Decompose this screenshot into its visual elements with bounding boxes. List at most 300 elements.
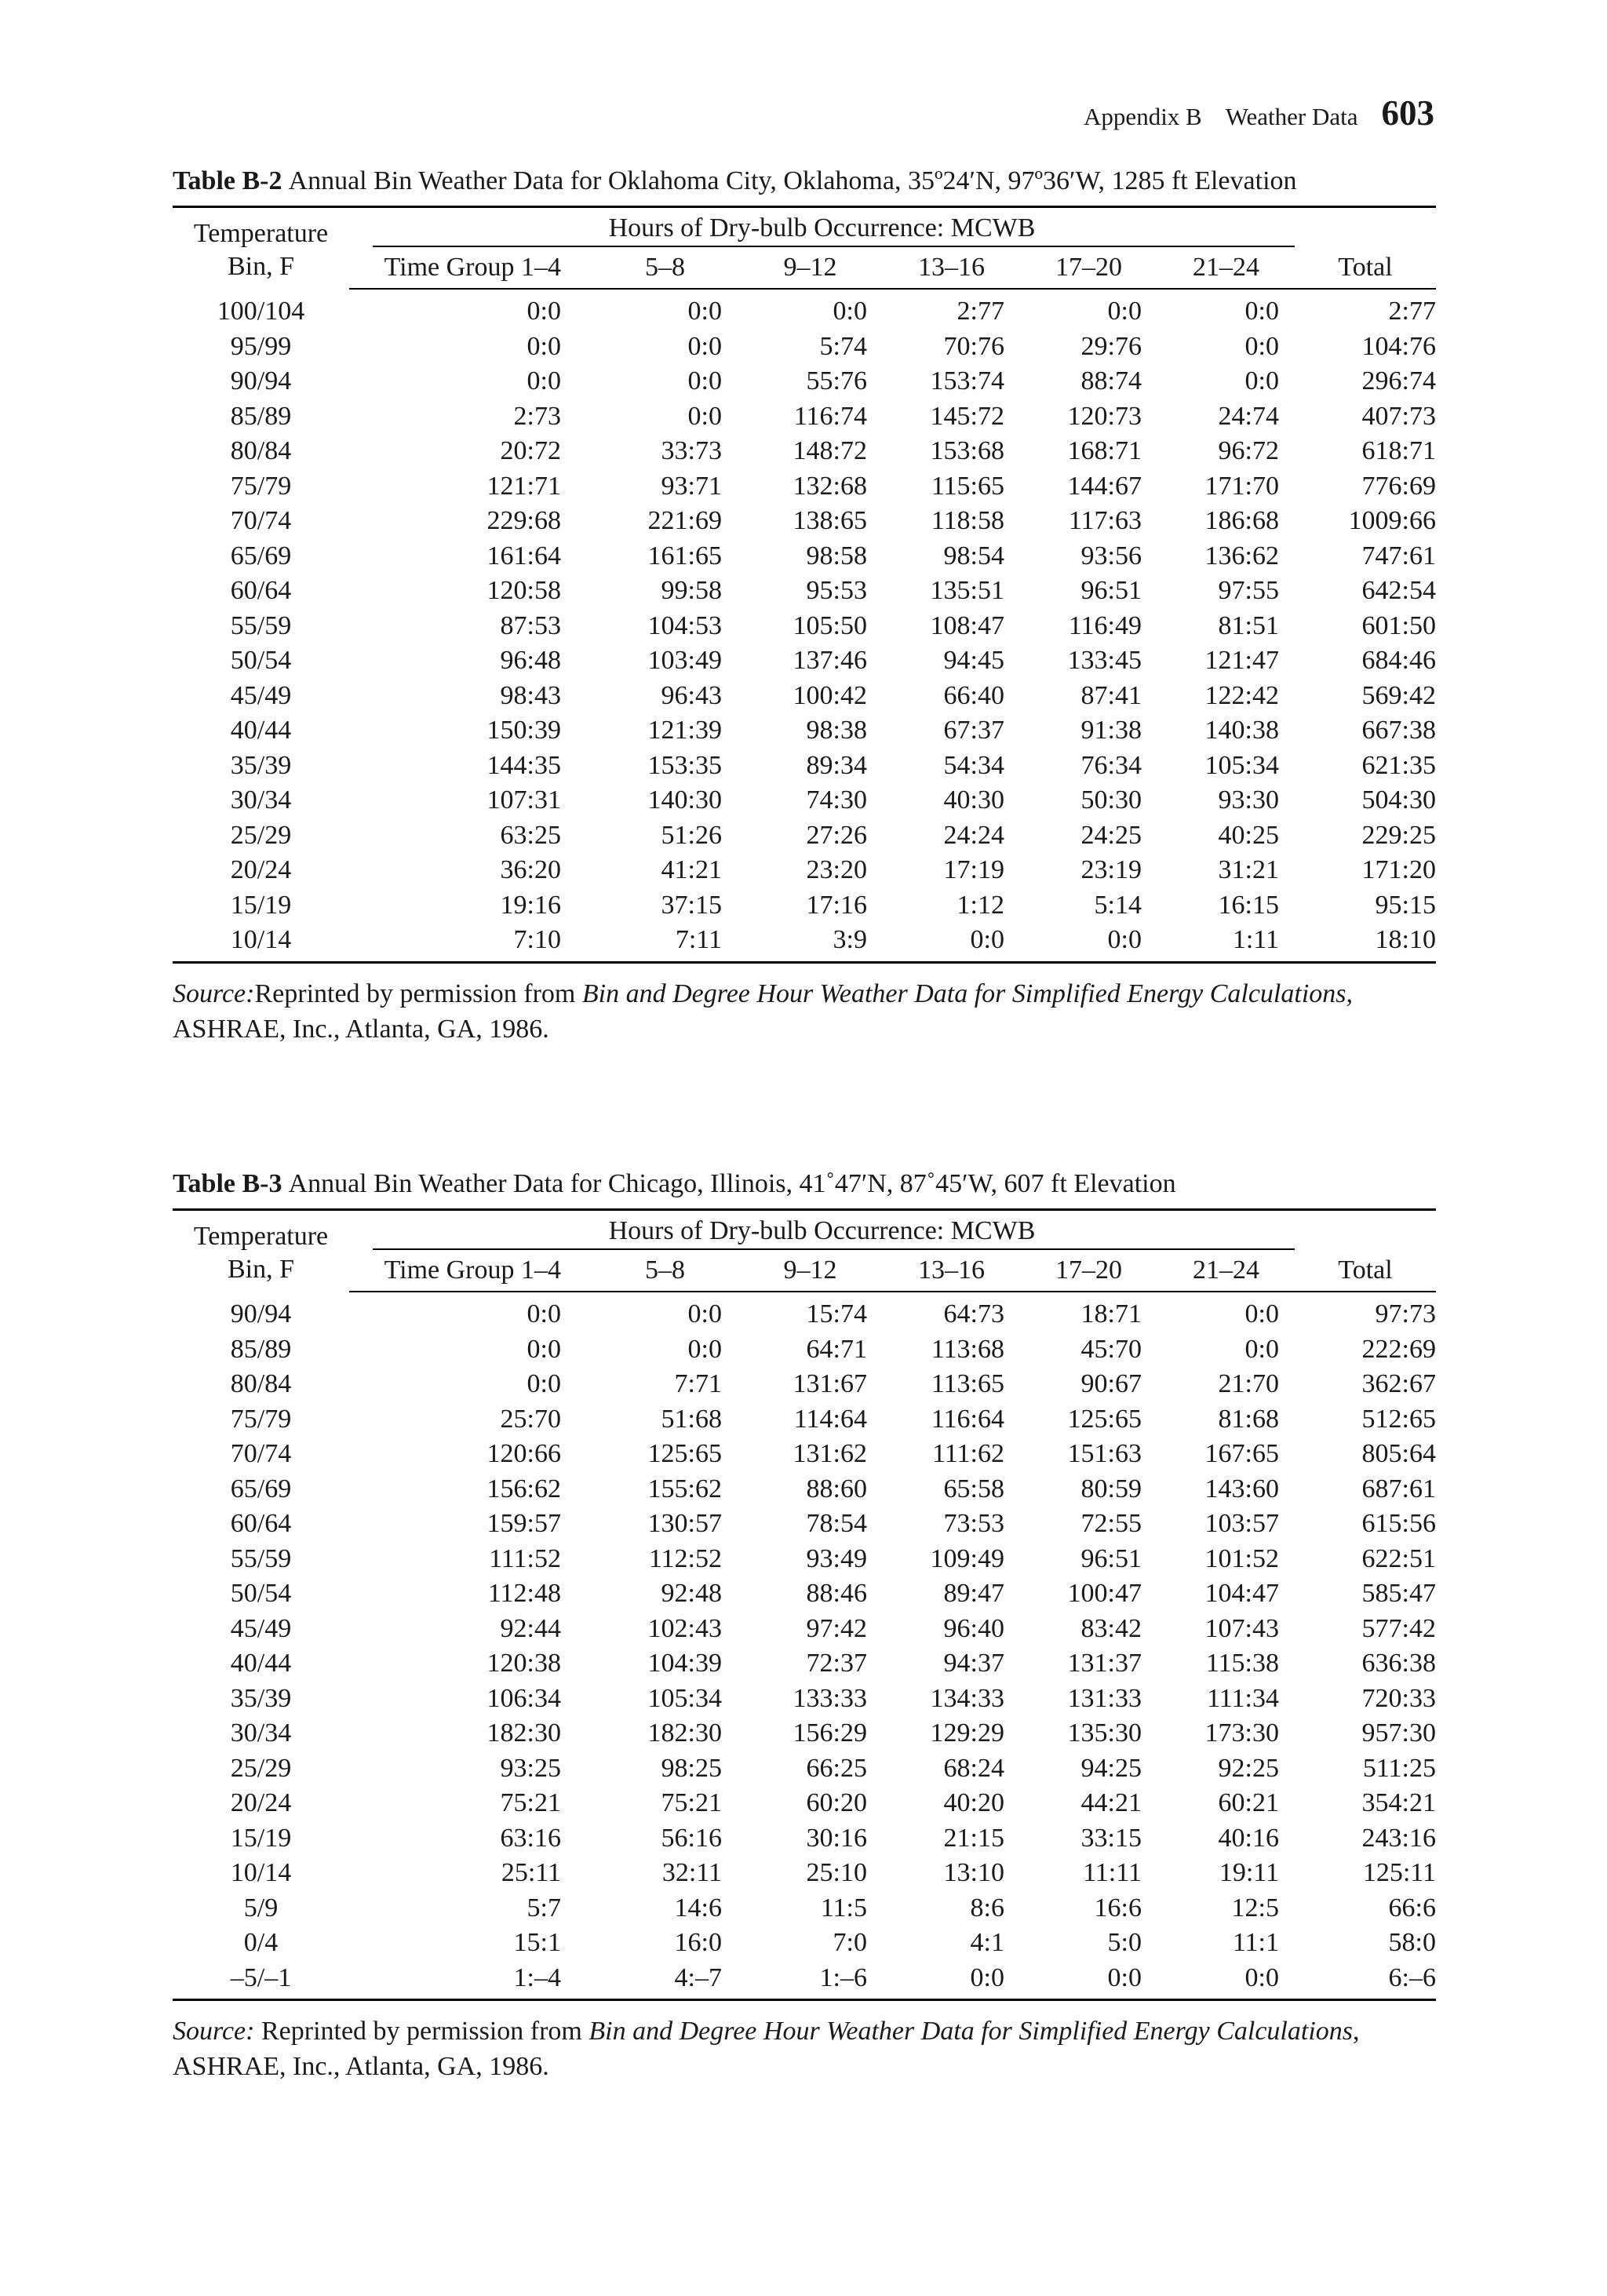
table-b2-block	[173, 165, 1436, 1047]
table-label: Table B-3	[173, 1169, 282, 1198]
hours-cell: 95:53	[806, 576, 867, 605]
hours-cell: 98:58	[806, 541, 867, 570]
table-row	[173, 1646, 1436, 1682]
hours-cell: 23:19	[1080, 855, 1142, 884]
hours-cell: 133:33	[793, 1683, 867, 1713]
table-row	[173, 289, 1436, 330]
hours-cell: 104:39	[647, 1649, 722, 1678]
total-cell: 615:56	[1361, 1509, 1436, 1538]
bin-cell: 85/89	[230, 1334, 292, 1364]
hours-cell: 0:0	[1244, 331, 1279, 361]
hours-cell: 15:1	[513, 1928, 561, 1957]
hours-cell: 37:15	[661, 890, 722, 920]
table-caption	[173, 1168, 1436, 1201]
total-cell: 125:11	[1362, 1858, 1436, 1887]
table-row	[173, 1507, 1436, 1542]
table-row	[173, 818, 1436, 854]
hours-cell: 221:69	[647, 506, 722, 535]
hours-cell: 0:0	[1157, 1961, 1295, 2000]
table-row	[173, 1682, 1436, 1717]
hours-cell: 121:71	[486, 471, 561, 501]
hours-cell: 88:60	[806, 1474, 867, 1503]
hours-cell: 1:–4	[349, 1961, 592, 2000]
hours-cell: 135:30	[1067, 1718, 1142, 1748]
hours-cell: 153:68	[930, 436, 1004, 465]
hours-cell: 93:25	[500, 1753, 561, 1783]
hours-cell: 99:58	[661, 576, 722, 605]
hours-cell: 91:38	[1080, 716, 1142, 745]
hours-cell: 96:40	[943, 1613, 1004, 1643]
hours-cell: 11:5	[820, 1893, 867, 1922]
total-cell: 684:46	[1361, 646, 1436, 675]
total-cell: 585:47	[1361, 1579, 1436, 1608]
bin-cell: 65/69	[230, 541, 292, 570]
page-number: 603	[1381, 93, 1434, 133]
hours-cell: 140:30	[647, 785, 722, 815]
column-header: 13–16	[883, 247, 1020, 289]
bin-cell: 85/89	[230, 401, 292, 431]
hours-cell: 132:68	[793, 471, 867, 501]
hours-cell: 7:71	[674, 1369, 722, 1398]
hours-cell: 93:71	[661, 471, 722, 501]
hours-cell: 92:25	[1218, 1753, 1279, 1783]
table-row	[173, 1332, 1436, 1368]
hours-cell: 24:24	[943, 820, 1004, 850]
table-row	[173, 1961, 1436, 2000]
hours-cell: 0:0	[1244, 1299, 1279, 1328]
table-row	[173, 679, 1436, 714]
hours-cell: 90:67	[1080, 1369, 1142, 1398]
source-text: Reprinted by permission from	[254, 979, 582, 1008]
table-row	[173, 1891, 1436, 1926]
hours-group-header: Hours of Dry-bulb Occurrence: MCWB	[349, 207, 1295, 248]
hours-cell: 0:0	[687, 297, 722, 326]
hours-cell: 151:63	[1067, 1439, 1142, 1468]
hours-cell: 98:25	[661, 1753, 722, 1783]
hours-cell: 155:62	[647, 1474, 722, 1503]
section-label: Appendix B	[1084, 103, 1202, 130]
hours-cell: 120:58	[486, 576, 561, 605]
hours-cell: 113:68	[931, 1334, 1004, 1364]
hours-cell: 0:0	[527, 297, 561, 326]
bin-cell: 20/24	[230, 855, 292, 884]
total-cell: 58:0	[1388, 1928, 1436, 1957]
hours-cell: 130:57	[647, 1509, 722, 1538]
total-cell: 805:64	[1361, 1439, 1436, 1468]
hours-cell: 171:70	[1204, 471, 1279, 501]
hours-cell: 182:30	[647, 1718, 722, 1748]
table-row	[173, 1821, 1436, 1857]
source-publisher: ASHRAE, Inc., Atlanta, GA, 1986.	[173, 1014, 549, 1044]
hours-cell: 129:29	[930, 1718, 1004, 1748]
hours-cell: 107:31	[486, 785, 561, 815]
hours-cell: 15:74	[806, 1299, 867, 1328]
column-header: 9–12	[738, 1250, 883, 1292]
bin-weather-table	[173, 1208, 1436, 2001]
hours-cell: 0:0	[687, 401, 722, 431]
hours-cell: 116:64	[931, 1404, 1004, 1434]
total-cell: 622:51	[1361, 1543, 1436, 1573]
table-caption-text: Annual Bin Weather Data for Chicago, Illinois, 41˚47′N, 87˚45′W, 607 ft Elevation	[288, 1169, 1176, 1198]
bin-cell: 35/39	[230, 1683, 292, 1713]
hours-cell: 41:21	[661, 855, 722, 884]
bin-cell: 70/74	[230, 506, 292, 535]
column-header: 5–8	[592, 1250, 738, 1292]
hours-cell: 50:30	[1080, 785, 1142, 815]
hours-cell: 1:12	[957, 890, 1004, 920]
hours-cell: 89:47	[943, 1579, 1004, 1608]
hours-cell: 14:6	[674, 1893, 722, 1922]
total-cell: 6:–6	[1295, 1961, 1436, 2000]
source-publisher: , ASHRAE, Inc., Atlanta, GA, 1986.	[173, 2017, 1360, 2081]
hours-cell: 173:30	[1204, 1718, 1279, 1748]
running-head	[1084, 93, 1434, 133]
hours-cell: 80:59	[1080, 1474, 1142, 1503]
table-row	[173, 1402, 1436, 1438]
hours-cell: 136:62	[1204, 541, 1279, 570]
hours-cell: 100:42	[793, 680, 867, 710]
hours-cell: 138:65	[793, 506, 867, 535]
hours-cell: 72:55	[1080, 1509, 1142, 1538]
hours-cell: 29:76	[1080, 331, 1142, 361]
hours-group-header: Hours of Dry-bulb Occurrence: MCWB	[349, 1210, 1295, 1251]
total-cell: 2:77	[1388, 297, 1436, 326]
total-cell: 171:20	[1361, 855, 1436, 884]
hours-cell: 54:34	[943, 750, 1004, 780]
hours-cell: 134:33	[930, 1683, 1004, 1713]
column-header: 5–8	[592, 247, 738, 289]
source-label: Source:	[173, 2017, 255, 2046]
hours-cell: 115:38	[1205, 1649, 1279, 1678]
hours-cell: 64:71	[806, 1334, 867, 1364]
hours-cell: 133:45	[1067, 646, 1142, 675]
bin-cell: 75/79	[230, 1404, 292, 1434]
hours-cell: 70:76	[943, 331, 1004, 361]
total-cell: 747:61	[1361, 541, 1436, 570]
table-row	[173, 1367, 1436, 1402]
hours-cell: 229:68	[486, 506, 561, 535]
hours-cell: 98:38	[806, 716, 867, 745]
hours-cell: 150:39	[486, 716, 561, 745]
hours-cell: 17:16	[806, 890, 867, 920]
table-row	[173, 1786, 1436, 1821]
table-row	[173, 364, 1436, 399]
hours-cell: 16:0	[674, 1928, 722, 1957]
bin-weather-table	[173, 206, 1436, 964]
hours-cell: 101:52	[1204, 1543, 1279, 1573]
hours-cell: 131:62	[793, 1439, 867, 1468]
hours-cell: 153:35	[647, 750, 722, 780]
total-cell: 577:42	[1361, 1613, 1436, 1643]
total-cell: 66:6	[1388, 1893, 1436, 1922]
total-cell: 97:73	[1375, 1299, 1436, 1328]
hours-cell: 0:0	[527, 1369, 561, 1398]
bin-cell: 15/19	[230, 1823, 292, 1853]
hours-cell: 8:6	[970, 1893, 1004, 1922]
hours-cell: 11:1	[1232, 1928, 1279, 1957]
hours-cell: 120:38	[486, 1649, 561, 1678]
hours-cell: 93:56	[1080, 541, 1142, 570]
column-header: 21–24	[1157, 247, 1295, 289]
hours-cell: 117:63	[1068, 506, 1142, 535]
table-source-note	[173, 2014, 1436, 2084]
table-caption-text: Annual Bin Weather Data for Oklahoma City, Oklahoma, 35º24′N, 97º36′W, 1285 ft Elevation	[288, 166, 1297, 195]
hours-cell: 98:54	[943, 541, 1004, 570]
hours-cell: 25:10	[806, 1858, 867, 1887]
hours-cell: 40:30	[943, 785, 1004, 815]
table-label: Table B-2	[173, 166, 282, 195]
hours-cell: 64:73	[943, 1299, 1004, 1328]
bin-cell: 10/14	[230, 1858, 292, 1887]
hours-cell: 60:20	[806, 1788, 867, 1817]
hours-cell: 63:16	[500, 1823, 561, 1853]
hours-cell: 55:76	[806, 366, 867, 395]
bin-cell: 80/84	[230, 1369, 292, 1398]
hours-cell: 94:37	[943, 1649, 1004, 1678]
table-row	[173, 783, 1436, 818]
table-caption	[173, 165, 1436, 198]
hours-cell: 66:40	[943, 680, 1004, 710]
hours-cell: 25:11	[501, 1858, 561, 1887]
hours-cell: 0:0	[527, 1299, 561, 1328]
hours-cell: 73:53	[943, 1509, 1004, 1538]
hours-cell: 111:52	[489, 1543, 561, 1573]
table-row	[173, 923, 1436, 962]
hours-cell: 56:16	[661, 1823, 722, 1853]
total-cell: 18:10	[1295, 923, 1436, 962]
bin-cell: 25/29	[230, 820, 292, 850]
table-row	[173, 330, 1436, 365]
hours-cell: 97:42	[806, 1613, 867, 1643]
column-header: Total	[1295, 1250, 1436, 1292]
bin-cell: 100/104	[217, 296, 305, 326]
hours-cell: 112:52	[648, 1543, 722, 1573]
hours-cell: 21:15	[943, 1823, 1004, 1853]
temperature-bin-header	[173, 207, 349, 290]
hours-cell: 76:34	[1080, 750, 1142, 780]
total-cell: 687:61	[1361, 1474, 1436, 1503]
hours-cell: 116:74	[793, 401, 867, 431]
hours-cell: 131:37	[1067, 1649, 1142, 1678]
hours-cell: 92:44	[500, 1613, 561, 1643]
hours-cell: 0:0	[1244, 297, 1279, 326]
hours-cell: 65:58	[943, 1474, 1004, 1503]
hours-cell: 20:72	[500, 436, 561, 465]
hours-cell: 186:68	[1204, 506, 1279, 535]
temperature-header-line: Temperature	[193, 1222, 329, 1251]
hours-cell: 32:11	[661, 1858, 722, 1887]
hours-cell: 125:65	[1067, 1404, 1142, 1434]
hours-cell: 116:49	[1068, 610, 1142, 640]
table-row	[173, 1472, 1436, 1507]
hours-cell: 75:21	[661, 1788, 722, 1817]
hours-cell: 144:35	[486, 750, 561, 780]
total-cell: 569:42	[1361, 680, 1436, 710]
hours-cell: 106:34	[486, 1683, 561, 1713]
hours-cell: 0:0	[1020, 923, 1157, 962]
bin-cell: 5/9	[243, 1893, 279, 1922]
hours-cell: 125:65	[647, 1439, 722, 1468]
bin-cell: 45/49	[230, 680, 292, 710]
source-book-title: Bin and Degree Hour Weather Data for Simplified Energy Calculations,	[581, 979, 1353, 1008]
hours-cell: 0:0	[883, 923, 1020, 962]
bin-cell: 50/54	[230, 1579, 292, 1608]
table-row	[173, 749, 1436, 784]
hours-cell: 89:34	[806, 750, 867, 780]
hours-cell: 27:26	[806, 820, 867, 850]
hours-cell: 156:62	[486, 1474, 561, 1503]
hours-cell: 153:74	[930, 366, 1004, 395]
hours-cell: 96:51	[1080, 1543, 1142, 1573]
hours-cell: 19:11	[1219, 1858, 1279, 1887]
hours-cell: 0:0	[527, 366, 561, 395]
hours-cell: 51:68	[661, 1404, 722, 1434]
total-cell: 720:33	[1361, 1683, 1436, 1713]
hours-cell: 23:20	[806, 855, 867, 884]
column-header: 21–24	[1157, 1250, 1295, 1292]
hours-cell: 109:49	[930, 1543, 1004, 1573]
hours-cell: 111:62	[932, 1439, 1004, 1468]
total-cell: 1009:66	[1348, 506, 1436, 535]
table-row	[173, 434, 1436, 469]
total-cell: 95:15	[1375, 890, 1436, 920]
hours-cell: 96:43	[661, 680, 722, 710]
hours-cell: 104:47	[1204, 1579, 1279, 1608]
total-cell: 229:25	[1361, 820, 1436, 850]
hours-cell: 30:16	[806, 1823, 867, 1853]
hours-cell: 0:0	[687, 1334, 722, 1364]
hours-cell: 97:55	[1218, 576, 1279, 605]
bin-header-line: Bin, F	[227, 1255, 295, 1284]
bin-cell: 15/19	[230, 890, 292, 920]
bin-cell: 80/84	[230, 436, 292, 465]
total-cell: 618:71	[1361, 436, 1436, 465]
hours-cell: 7:10	[349, 923, 592, 962]
hours-cell: 96:51	[1080, 576, 1142, 605]
total-cell: 296:74	[1361, 366, 1436, 395]
hours-cell: 31:21	[1218, 855, 1279, 884]
hours-cell: 103:57	[1204, 1509, 1279, 1538]
source-book-title: Bin and Degree Hour Weather Data for Simplified Energy Calculations	[589, 2017, 1353, 2046]
hours-cell: 18:71	[1080, 1299, 1142, 1328]
table-row	[173, 539, 1436, 574]
hours-cell: 92:48	[661, 1579, 722, 1608]
table-row	[173, 1612, 1436, 1647]
bin-cell: 25/29	[230, 1753, 292, 1783]
hours-cell: 167:65	[1204, 1439, 1279, 1468]
hours-cell: 1:–6	[738, 1961, 883, 2000]
bin-cell: 40/44	[230, 1649, 292, 1678]
column-header: 9–12	[738, 247, 883, 289]
table-row	[173, 888, 1436, 924]
table-row	[173, 1542, 1436, 1577]
hours-cell: 87:53	[500, 610, 561, 640]
hours-cell: 13:10	[943, 1858, 1004, 1887]
column-header: 17–20	[1020, 1250, 1157, 1292]
hours-cell: 114:64	[793, 1404, 867, 1434]
hours-cell: 0:0	[883, 1961, 1020, 2000]
table-row	[173, 1437, 1436, 1472]
bin-cell: 30/34	[230, 1718, 292, 1748]
total-cell: 504:30	[1361, 785, 1436, 815]
hours-cell: 3:9	[738, 923, 883, 962]
bin-cell: 70/74	[230, 1439, 292, 1468]
total-cell: 407:73	[1361, 401, 1436, 431]
hours-cell: 67:37	[943, 716, 1004, 745]
section-title: Weather Data	[1225, 103, 1358, 130]
table-row	[173, 1292, 1436, 1332]
hours-cell: 88:74	[1080, 366, 1142, 395]
total-cell: 222:69	[1361, 1334, 1436, 1364]
hours-cell: 40:20	[943, 1788, 1004, 1817]
hours-cell: 75:21	[500, 1788, 561, 1817]
hours-cell: 104:53	[647, 610, 722, 640]
hours-cell: 25:70	[500, 1404, 561, 1434]
hours-cell: 144:67	[1067, 471, 1142, 501]
table-row	[173, 504, 1436, 539]
bin-cell: 60/64	[230, 576, 292, 605]
hours-cell: 2:73	[513, 401, 561, 431]
hours-cell: 72:37	[806, 1649, 867, 1678]
hours-cell: 0:0	[1107, 297, 1142, 326]
hours-cell: 0:0	[527, 1334, 561, 1364]
table-row	[173, 1926, 1436, 1961]
hours-cell: 107:43	[1204, 1613, 1279, 1643]
hours-cell: 0:0	[1244, 366, 1279, 395]
bin-cell: 0/4	[243, 1928, 279, 1957]
hours-cell: 0:0	[527, 331, 561, 361]
bin-cell: 65/69	[230, 1474, 292, 1503]
column-header: 17–20	[1020, 247, 1157, 289]
bin-cell: 55/59	[230, 610, 292, 640]
hours-cell: 96:48	[500, 646, 561, 675]
total-cell: 354:21	[1361, 1788, 1436, 1817]
total-cell: 636:38	[1361, 1649, 1436, 1678]
hours-cell: 0:0	[687, 1299, 722, 1328]
hours-cell: 0:0	[687, 366, 722, 395]
table-row	[173, 1856, 1436, 1891]
hours-cell: 118:58	[931, 506, 1004, 535]
bin-cell: 55/59	[230, 1543, 292, 1573]
total-cell: 621:35	[1361, 750, 1436, 780]
table-row	[173, 1576, 1436, 1612]
group-header-spacer	[1295, 207, 1436, 248]
hours-cell: 182:30	[486, 1718, 561, 1748]
hours-cell: 33:73	[661, 436, 722, 465]
hours-cell: 24:25	[1080, 820, 1142, 850]
table-row	[173, 1751, 1436, 1787]
hours-cell: 131:33	[1067, 1683, 1142, 1713]
hours-cell: 120:73	[1067, 401, 1142, 431]
source-label: Source:	[173, 979, 255, 1008]
hours-cell: 36:20	[500, 855, 561, 884]
hours-cell: 40:16	[1218, 1823, 1279, 1853]
total-cell: 667:38	[1361, 716, 1436, 745]
hours-cell: 102:43	[647, 1613, 722, 1643]
hours-cell: 78:54	[806, 1509, 867, 1538]
hours-cell: 93:30	[1218, 785, 1279, 815]
hours-cell: 68:24	[943, 1753, 1004, 1783]
bin-cell: 20/24	[230, 1788, 292, 1817]
hours-cell: 161:64	[486, 541, 561, 570]
hours-cell: 24:74	[1218, 401, 1279, 431]
hours-cell: 16:6	[1094, 1893, 1142, 1922]
total-cell: 642:54	[1361, 576, 1436, 605]
total-cell: 512:65	[1361, 1404, 1436, 1434]
hours-cell: 88:46	[806, 1579, 867, 1608]
bin-cell: 50/54	[230, 646, 292, 675]
table-row	[173, 469, 1436, 505]
